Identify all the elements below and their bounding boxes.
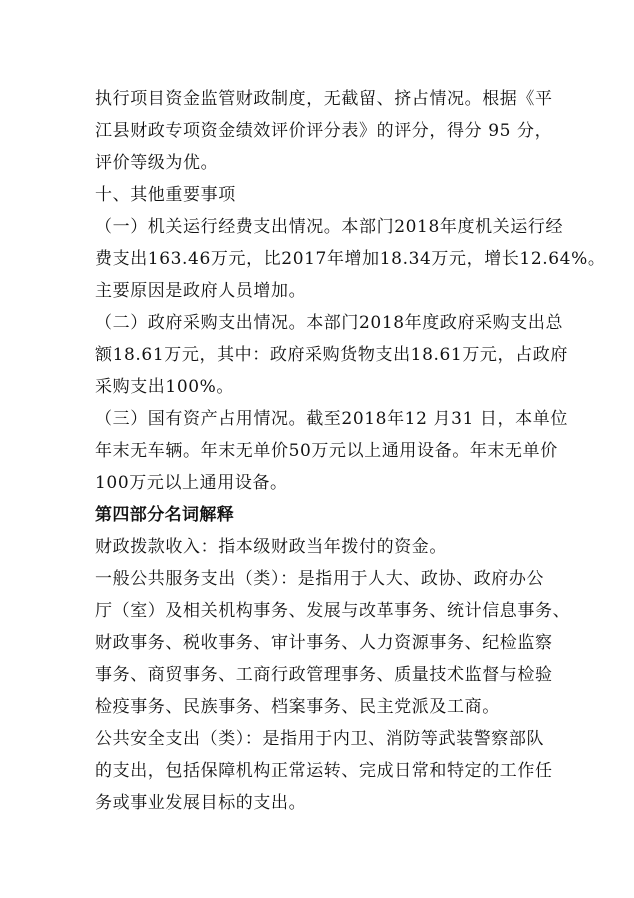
text-line: （二）政府采购支出情况。本部门2018年度政府采购支出总 (95, 313, 564, 333)
text-line: 评价等级为优。 (95, 153, 219, 173)
text-line: 年末无车辆。年末无单价50万元以上通用设备。年末无单价 (95, 441, 558, 461)
text-line: 江县财政专项资金绩效评价评分表》的评分，得分 95 分， (95, 121, 553, 141)
text-line: 采购支出100%。 (95, 377, 235, 397)
text-line: （一）机关运行经费支出情况。本部门2018年度机关运行经 (95, 217, 564, 237)
text-line: （三）国有资产占用情况。截至2018年12 月31 日，本单位 (95, 409, 568, 429)
text-line: 一般公共服务支出（类）：是指用于人大、政协、政府办公 (95, 569, 545, 589)
text-line: 财政事务、税收事务、审计事务、人力资源事务、纪检监察 (95, 633, 553, 653)
text-line: 事务、商贸事务、工商行政管理事务、质量技术监督与检验 (95, 665, 553, 685)
text-line: 公共安全支出（类）：是指用于内卫、消防等武装警察部队 (95, 729, 545, 749)
text-line: 财政拨款收入：指本级财政当年拨付的资金。 (95, 537, 447, 557)
part-heading: 第四部分名词解释 (95, 505, 235, 525)
text-line: 主要原因是政府人员增加。 (95, 281, 307, 301)
text-line: 务或事业发展目标的支出。 (95, 793, 307, 813)
text-line: 执行项目资金监管财政制度，无截留、挤占情况。根据《平 (95, 89, 553, 109)
section-heading: 十、其他重要事项 (95, 185, 236, 205)
text-line: 额18.61万元，其中：政府采购货物支出18.61万元，占政府 (95, 345, 568, 365)
text-line: 厅（室）及相关机构事务、发展与改革事务、统计信息事务、 (95, 601, 571, 621)
text-line: 费支出163.46万元，比2017年增加18.34万元，增长12.64%。 (95, 249, 606, 269)
text-line: 的支出，包括保障机构正常运转、完成日常和特定的工作任 (95, 761, 553, 781)
text-line: 100万元以上通用设备。 (95, 473, 288, 493)
text-line: 检疫事务、民族事务、档案事务、民主党派及工商。 (95, 697, 500, 717)
